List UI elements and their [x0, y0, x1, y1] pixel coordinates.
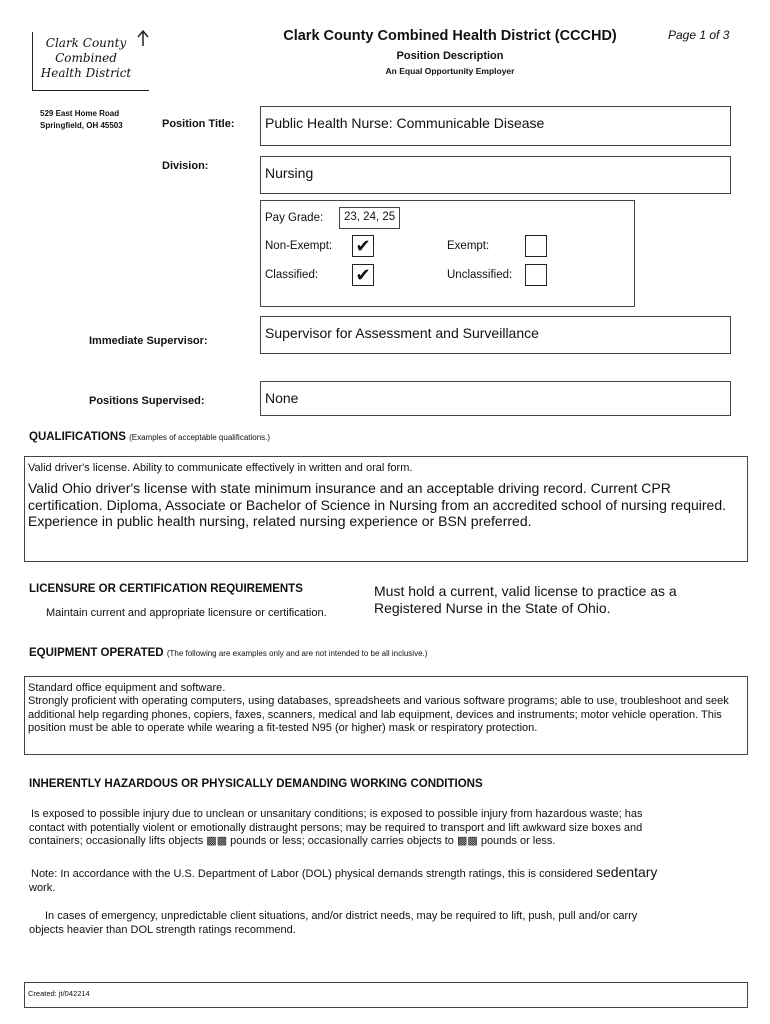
qualifications-default: Valid driver's license. Ability to communicate effectively in written and oral form.: [28, 462, 413, 474]
logo-arrow-icon: [133, 28, 153, 48]
supervisor-label: Immediate Supervisor:: [89, 335, 208, 347]
division-label: Division:: [162, 160, 209, 172]
positions-supervised-value: None: [265, 390, 299, 406]
non-exempt-label: Non-Exempt:: [265, 240, 333, 252]
division-field[interactable]: [260, 156, 731, 194]
pay-grade-field[interactable]: 23, 24, 25: [339, 207, 400, 229]
district-address: 529 East Home Road Springfield, OH 45503: [40, 109, 123, 130]
equipment-box[interactable]: [24, 676, 748, 755]
employer-tagline: An Equal Opportunity Employer: [385, 66, 515, 76]
positions-supervised-field[interactable]: [260, 381, 731, 416]
equipment-default: Standard office equipment and software.: [28, 682, 226, 694]
equipment-text: Strongly proficient with operating computers, using databases, spreadsheets and various software programs; able to use, troubleshoot and seek additional help regarding phones, copiers, faxes, scanners, medical and lab equipment, devices and instruments; motor vehicle operation. This position must be able to operate while wearing a fit-tested N95 (or higher) mask or respiratory protection.: [28, 695, 729, 734]
hazard-text: Is exposed to possible injury due to unclean or unsanitary conditions; is exposed to possible injury from hazardous waste; has contact with potentially violent or emotionally distraught persons; may be required to transport and lift awkward size boxes and containers; occasionally lifts objects ▩▩ pounds or less; occasionally carries objects to ▩▩ pounds or less.: [29, 808, 643, 847]
logo-text: Clark County Combined Health District: [40, 36, 132, 80]
hazard-heading: INHERENTLY HAZARDOUS OR PHYSICALLY DEMANDING WORKING CONDITIONS: [29, 778, 483, 790]
division-value: Nursing: [265, 165, 314, 181]
document-title: Clark County Combined Health District (CCCHD): [283, 28, 617, 44]
equipment-heading: EQUIPMENT OPERATED (The following are examples only and are not intended to be all inclusive.): [29, 647, 428, 659]
classified-label: Classified:: [265, 269, 319, 281]
classified-checkbox[interactable]: ✔: [352, 264, 374, 286]
unclassified-label: Unclassified:: [447, 269, 513, 281]
positions-supervised-label: Positions Supervised:: [89, 395, 205, 407]
licensure-heading: LICENSURE OR CERTIFICATION REQUIREMENTS: [29, 583, 303, 595]
strength-rating-value[interactable]: sedentary: [595, 864, 658, 880]
non-exempt-checkbox[interactable]: ✔: [352, 235, 374, 257]
licensure-default: Maintain current and appropriate licensure or certification.: [46, 607, 327, 619]
footer-box: [24, 982, 748, 1008]
created-stamp: Created: jt/042214: [28, 989, 90, 998]
district-logo: [32, 32, 149, 91]
emergency-note: In cases of emergency, unpredictable client situations, and/or district needs, may be required to lift, push, pull and/or carry objects heavier than DOL strength ratings recommend.: [29, 910, 638, 936]
document-subtitle: Position Description: [396, 50, 504, 62]
supervisor-value: Supervisor for Assessment and Surveillance: [265, 325, 539, 341]
dol-note: Note: In accordance with the U.S. Department of Labor (DOL) physical demands strength ratings, this is considered sedentary work.: [29, 864, 658, 894]
exempt-checkbox[interactable]: [525, 235, 547, 257]
supervisor-field[interactable]: [260, 316, 731, 354]
position-title-value: Public Health Nurse: Communicable Disease: [265, 115, 545, 131]
licensure-value[interactable]: Must hold a current, valid license to practice as a Registered Nurse in the State of Ohio.: [374, 583, 677, 616]
unclassified-checkbox[interactable]: [525, 264, 547, 286]
qualifications-text: Valid Ohio driver's license with state minimum insurance and an acceptable driving record. Current CPR certification. Diploma, Associate or Bachelor of Science in Nursing from an accredited school of nursing required. Experience in public health nursing, related nursing experience or BSN preferred.: [28, 480, 727, 529]
pay-grade-label: Pay Grade:: [265, 212, 324, 224]
qualifications-box[interactable]: [24, 456, 748, 562]
qualifications-heading: QUALIFICATIONS (Examples of acceptable qualifications.): [29, 431, 271, 443]
position-title-label: Position Title:: [162, 118, 235, 130]
page-number: Page 1 of 3: [668, 28, 730, 42]
position-title-field[interactable]: [260, 106, 731, 146]
exempt-label: Exempt:: [447, 240, 490, 252]
pay-classification-box: [260, 200, 635, 307]
